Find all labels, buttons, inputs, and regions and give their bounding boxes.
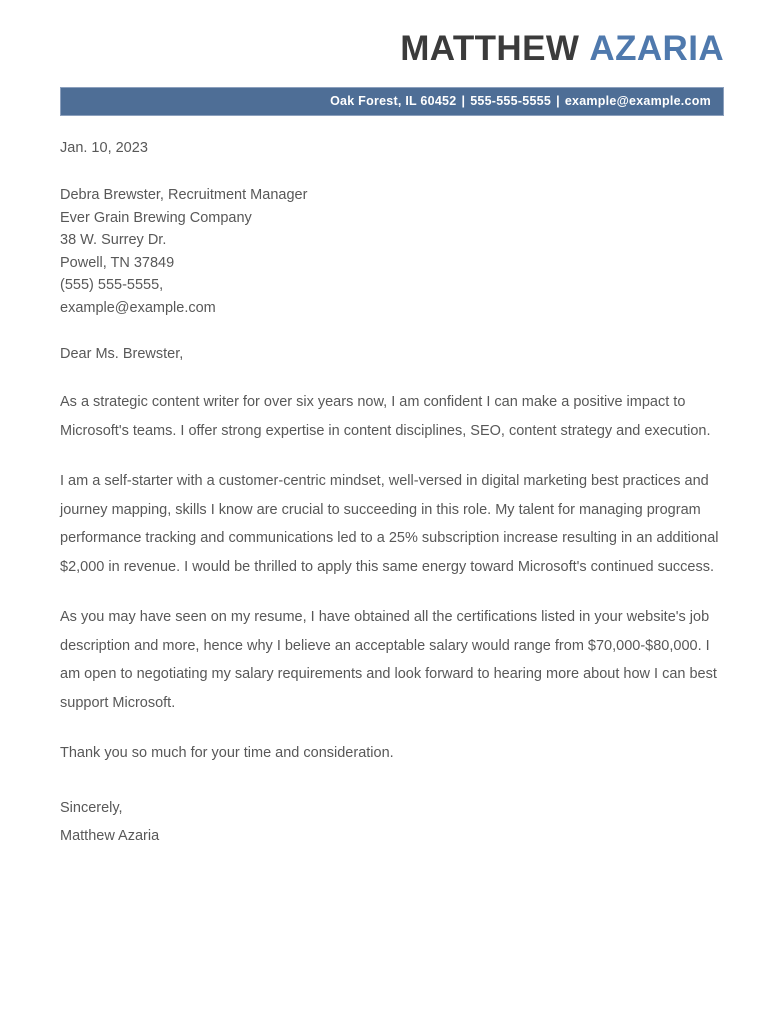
letter-signature-name: Matthew Azaria: [60, 828, 160, 845]
recipient-company: Ever Grain Brewing Company: [60, 209, 252, 226]
contact-email: example@example.com: [564, 94, 711, 109]
letterhead-header: [0, 0, 784, 71]
applicant-first-name: MATTHEW: [400, 29, 580, 68]
contact-phone: 555-555-5555: [470, 94, 552, 109]
letter-date: Jan. 10, 2023: [60, 139, 148, 156]
name-space: [579, 29, 589, 68]
contact-location: Oak Forest, IL 60452: [330, 94, 457, 109]
contact-info-text: [330, 94, 711, 108]
letter-body: [0, 138, 784, 851]
recipient-street: 38 W. Surrey Dr.: [60, 232, 167, 249]
letter-sign-off: Sincerely,: [60, 799, 123, 816]
letter-paragraph-4: Thank you so much for your time and consideration.: [60, 745, 394, 762]
contact-separator-1: |: [461, 94, 466, 109]
applicant-last-name: AZARIA: [589, 29, 724, 68]
letter-paragraph-1: As a strategic content writer for over six years now, I am confident I can make a positive impact to Microsoft's teams. I offer strong expertise in content disciplines, SEO, content strategy and execution.: [60, 394, 711, 439]
contact-separator-2: |: [556, 94, 560, 109]
letter-paragraph-3: As you may have seen on my resume, I have obtained all the certifications listed in your website's job description and more, hence why I believe an acceptable salary would range from $70,000-$80,000. I am open to negotiating my salary requirements and look forward to hearing more about how I can best support Microsoft.: [60, 609, 717, 711]
contact-info-bar: [60, 87, 724, 116]
letter-salutation: Dear Ms. Brewster,: [60, 346, 184, 363]
letter-paragraph-2: I am a self-starter with a customer-centric mindset, well-versed in digital marketing best practices and journey mapping, skills I know are crucial to succeeding in this role. My talent for managing program performance tracking and communications led to a 25% subscription increase resulting in an additional $2,000 in revenue. I would be thrilled to apply this same energy toward Microsoft's continued success.: [60, 473, 719, 575]
recipient-email: example@example.com: [60, 299, 216, 316]
recipient-phone: (555) 555-5555,: [60, 277, 164, 294]
recipient-city-state-zip: Powell, TN 37849: [60, 254, 175, 271]
recipient-name-title: Debra Brewster, Recruitment Manager: [60, 187, 308, 204]
letter-closing-block: [60, 794, 720, 851]
recipient-address-block: [60, 184, 720, 319]
applicant-name: [60, 28, 724, 71]
